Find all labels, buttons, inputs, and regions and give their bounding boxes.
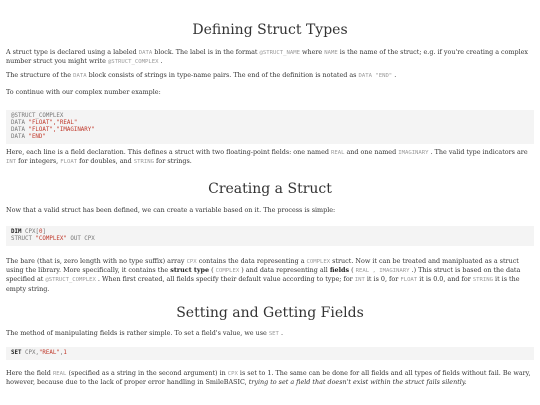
paragraph-field-declaration: Here, each line is a field declaration. This defines a struct with two floating-point fields: one named REAL and one named IMAGINARY . The valid type indicators are INT for integers, FLOAT for doubles, and STRING for strings. <box>6 148 528 166</box>
paragraph-create-variable: Now that a valid struct has been defined, we can create a variable based on it. The process is simple: <box>6 206 336 214</box>
code-line: SET CPX,"REAL",1 <box>11 350 67 356</box>
code-block-dim-struct <box>6 226 534 246</box>
heading-defining-struct-types: Defining Struct Types <box>192 22 348 38</box>
inline-code: STRING <box>133 159 154 166</box>
paragraph-data-block-structure: The structure of the DATA block consists of strings in type-name pairs. The end of the definition is notated as DATA "END" . <box>6 71 397 79</box>
paragraph-bare-array: The bare (that is, zero length with no type suffix) array CPX contains the data representing a COMPLEX struct. Now it can be treated and manipluated as a struct using the library. More specifically, it contains the struct type ( COMPLEX ) and data representing all fields ( REAL , IMAGINARY .) This struct is based on the data specified at @STRUCT_COMPLEX . When first created, all fields specify their default value according to type; for INT it is 0, for FLOAT it is 0.0, and for STRING it is the empty string. <box>6 257 521 293</box>
inline-code: FLOAT <box>400 277 418 284</box>
inline-code: CPX <box>227 371 238 377</box>
paragraph-field-set-explanation: Here the field REAL (specified as a string in the second argument) in CPX is set to 1. The same can be done for all fields and all types of fields without fail. Be wary, however, because due to the lack of proper error handling in SmileBASIC, trying to set a field that doesn't exist within the struct fails silently. <box>6 369 531 387</box>
heading-creating-a-struct: Creating a Struct <box>208 181 332 197</box>
code-line: DATA "END" <box>11 134 46 140</box>
inline-code: COMPLEX <box>306 259 331 265</box>
code-line: DATA "FLOAT","IMAGINARY" <box>11 127 95 133</box>
inline-code: DATA <box>138 50 153 56</box>
inline-code: REAL , IMAGINARY <box>355 268 410 275</box>
inline-code: REAL <box>330 150 345 156</box>
code-line: DIM CPX[0] <box>11 229 46 235</box>
code-block-struct-complex <box>6 110 534 144</box>
inline-code: @STRUCT_COMPLEX <box>107 59 159 66</box>
inline-code: INT <box>354 277 365 284</box>
paragraph-struct-declaration: A struct type is declared using a labeled DATA block. The label is in the format @STRUCT_NAME where NAME is the name of the struct; e.g. if you're creating a complex number struct you might write @STRUCT_COMPLEX . <box>6 48 529 66</box>
inline-code: @STRUCT_NAME <box>259 50 300 56</box>
inline-code: @STRUCT_COMPLEX <box>45 277 96 284</box>
inline-code: DATA <box>73 73 87 79</box>
paragraph-manipulating-fields: The method of manipulating fields is rather simple. To set a field's value, we use SET . <box>6 329 283 337</box>
code-line: @STRUCT_COMPLEX <box>11 113 64 119</box>
inline-code: CPX <box>186 259 197 265</box>
inline-code: SET <box>268 331 279 337</box>
inline-code: IMAGINARY <box>398 150 429 156</box>
inline-code: INT <box>6 159 17 166</box>
inline-code: DATA "END" <box>358 73 393 79</box>
inline-code: FLOAT <box>60 159 78 166</box>
code-block-set-field <box>6 347 534 360</box>
code-line: DATA "FLOAT","REAL" <box>11 120 78 126</box>
inline-code: REAL <box>52 371 67 377</box>
warning-emphasis: trying to set a field that doesn't exist within the struct fails silently. <box>248 378 467 387</box>
code-line: STRUCT "COMPLEX" OUT CPX <box>11 236 95 242</box>
heading-setting-and-getting-fields: Setting and Getting Fields <box>176 305 364 321</box>
inline-code: COMPLEX <box>215 268 240 275</box>
inline-code: NAME <box>324 50 338 56</box>
inline-code: STRING <box>472 277 493 284</box>
paragraph-example-intro: To continue with our complex number example: <box>6 88 161 96</box>
